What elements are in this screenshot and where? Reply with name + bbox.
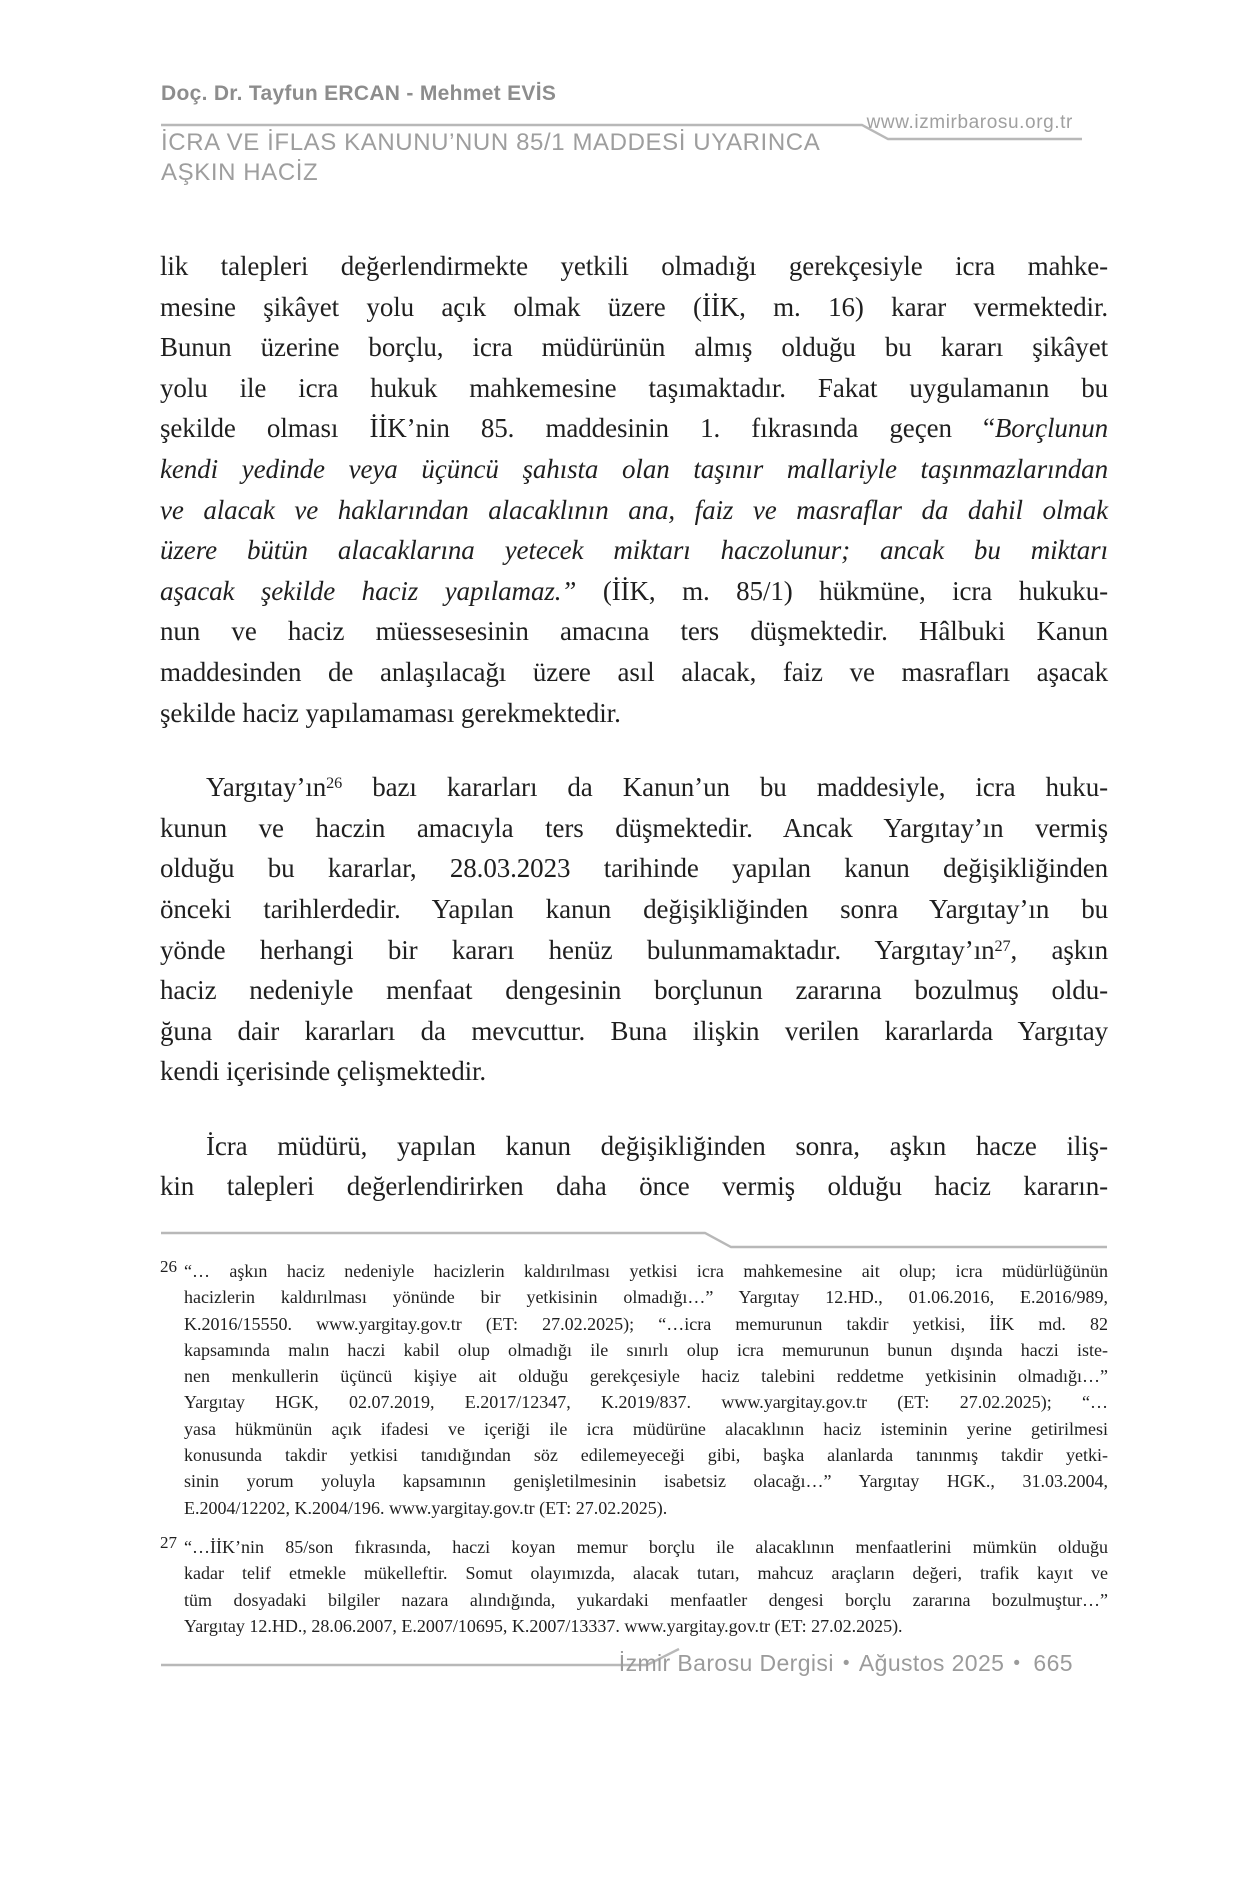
- footnotes-section: [160, 1258, 1108, 1639]
- footnote-line: K.2016/15550. www.yargitay.gov.tr (ET: 27.02.2025); “…icra memurunun takdir yetkisi, İİK md. 82: [184, 1313, 1108, 1334]
- footer-separator-dot: •: [842, 1653, 850, 1674]
- article-title-line2: AŞKIN HACİZ: [161, 159, 319, 186]
- footnote-line: Yargıtay 12.HD., 28.06.2007, E.2007/10695, K.2007/13337. www.yargitay.gov.tr (ET: 27.02.2025).: [184, 1615, 903, 1636]
- footnote-line: E.2004/12202, K.2004/196. www.yargitay.gov.tr (ET: 27.02.2025).: [184, 1497, 668, 1518]
- footnote-26: [160, 1258, 1108, 1521]
- footnote-line: tüm dosyadaki bilgiler nazara alındığında, yukardaki menfaatler dengesi borçlu zararına bozulmuştur…”: [184, 1589, 1108, 1610]
- page-number: 665: [1033, 1650, 1073, 1676]
- body-line: [160, 571, 1108, 612]
- body-line: kunun ve haczin amacıyla ters düşmektedir. Ancak Yargıtay’ın vermiş: [160, 812, 1108, 843]
- footnote-line: sinin yorum yoluyla kapsamının genişletilmesinin isabetsiz olacağı…” Yargıtay HGK., 31.03.2004,: [184, 1471, 1108, 1492]
- article-body: [160, 246, 1108, 1241]
- quote-italic-segment: aşacak şekilde haciz yapılamaz.”: [160, 575, 577, 606]
- author-line: Doç. Dr. Tayfun ERCAN - Mehmet EVİS: [161, 82, 557, 105]
- site-url: www.izmirbarosu.org.tr: [866, 112, 1073, 133]
- quote-italic-segment: Borçlunun: [994, 413, 1108, 444]
- paragraph-1: [160, 246, 1108, 733]
- paragraph-2: [160, 767, 1108, 1092]
- body-line: mesine şikâyet yolu açık olmak üzere (İİK, m. 16) karar vermektedir.: [160, 291, 1108, 322]
- text-segment: bazı kararları da Kanun’un bu maddesiyle, icra huku-: [342, 772, 1108, 803]
- footnote-line: yasa hükmünün açık ifadesi ve içeriği ile icra müdürüne alacaklının haciz isteminin yerine getirilmesi: [184, 1418, 1108, 1439]
- issue-date: Ağustos 2025: [858, 1650, 1005, 1676]
- footnote-ref-26: 26: [326, 774, 343, 793]
- footnote-line: konusunda takdir yetkisi tanıdığından söz edilemeyeceği gibi, başka alanlarda tanınmış takdir yetki-: [184, 1445, 1108, 1466]
- text-segment: Yargıtay’ın: [206, 772, 327, 803]
- body-line: Bunun üzerine borçlu, icra müdürünün almış olduğu bu kararı şikâyet: [160, 332, 1108, 363]
- article-title: [161, 128, 820, 188]
- body-line: [160, 930, 1108, 971]
- body-line-quote: üzere bütün alacaklarına yetecek miktarı haczolunur; ancak bu miktarı: [160, 535, 1108, 566]
- body-line: yolu ile icra hukuk mahkemesine taşımaktadır. Fakat uygulamanın bu: [160, 372, 1108, 403]
- body-line: [160, 408, 1108, 449]
- footnote-ref-27: 27: [994, 936, 1011, 955]
- footnote-number: 27: [160, 1532, 177, 1552]
- body-line: olduğu bu kararlar, 28.03.2023 tarihinde yapılan kanun değişikliğinden: [160, 853, 1108, 884]
- body-line: maddesinden de anlaşılacağı üzere asıl alacak, faiz ve masrafları aşacak: [160, 656, 1108, 687]
- journal-footer: [619, 1650, 1073, 1677]
- footnote-27: [160, 1534, 1108, 1639]
- body-line: kin talepleri değerlendirirken daha önce vermiş olduğu haciz kararın-: [160, 1171, 1108, 1202]
- body-line: önceki tarihlerdedir. Yapılan kanun değişikliğinden sonra Yargıtay’ın bu: [160, 893, 1108, 924]
- paragraph-3: [160, 1126, 1108, 1207]
- footer-rule: [160, 1646, 690, 1670]
- text-segment: (İİK, m. 85/1) hükmüne, icra hukuku-: [576, 575, 1108, 606]
- body-line: nun ve haciz müessesesinin amacına ters düşmektedir. Hâlbuki Kanun: [160, 616, 1108, 647]
- body-line: haciz nedeniyle menfaat dengesinin borçlunun zararına bozulmuş oldu-: [160, 975, 1108, 1006]
- body-line-quote: ve alacak ve haklarından alacaklının ana, faiz ve masraflar da dahil olmak: [160, 494, 1108, 525]
- footnote-line: Yargıtay HGK, 02.07.2019, E.2017/12347, K.2019/837. www.yargitay.gov.tr (ET: 27.02.2025); “…: [184, 1392, 1108, 1413]
- footnote-number: 26: [160, 1257, 177, 1276]
- footnote-line: kapsamında malın haczi kabil olup olmadığı ile sınırlı olup icra memurunun bunun dışında haczi iste-: [184, 1339, 1108, 1360]
- footnote-line: kadar telif etmekle mükelleftir. Somut olayımızda, alacak tutarı, mahcuz araçların değeri, trafik kayıt ve: [184, 1563, 1108, 1584]
- journal-name: İzmir Barosu Dergisi: [618, 1650, 834, 1676]
- body-line: lik talepleri değerlendirmekte yetkili olmadığı gerekçesiyle icra mahke-: [160, 251, 1108, 281]
- body-line: şekilde haciz yapılamaması gerekmektedir.: [160, 697, 621, 728]
- footnote-line: hacizlerin kaldırılması yönünde bir yetkisinin olmadığı…” Yargıtay 12.HD., 01.06.2016, E.2016/989,: [184, 1287, 1108, 1308]
- body-line-quote: kendi yedinde veya üçüncü şahısta olan taşınır mallariyle taşınmazlarından: [160, 453, 1108, 484]
- footnote-line: “…İİK’nin 85/son fıkrasında, haczi koyan memur borçlu ile alacaklının menfaatlerini mümkün olduğu: [184, 1536, 1108, 1557]
- footnote-line: nen menkullerin üçüncü kişiye ait olduğu gerekçesiyle haciz talebini reddetme yetkisinin olmadığı…”: [184, 1366, 1108, 1387]
- body-line: İcra müdürü, yapılan kanun değişikliğinden sonra, aşkın hacze iliş-: [206, 1130, 1108, 1161]
- text-segment: , aşkın: [1010, 934, 1108, 965]
- text-segment: şekilde olması İİK’nin 85. maddesinin 1. fıkrasında geçen “: [160, 413, 995, 444]
- body-line: [160, 767, 1108, 808]
- footer-separator-dot: •: [1013, 1653, 1021, 1674]
- body-line: kendi içerisinde çelişmektedir.: [160, 1056, 487, 1087]
- text-segment: yönde herhangi bir kararı henüz bulunmamaktadır. Yargıtay’ın: [160, 934, 995, 965]
- footnote-line: “… aşkın haciz nedeniyle hacizlerin kaldırılması yetkisi icra mahkemesine ait olup; icra müdürlüğünün: [184, 1261, 1108, 1281]
- footnote-separator: [160, 1226, 1108, 1250]
- article-title-line1: İCRA VE İFLAS KANUNU’NUN 85/1 MADDESİ UYARINCA: [161, 129, 821, 156]
- body-line: ğuna dair kararları da mevcuttur. Buna ilişkin verilen kararlarda Yargıtay: [160, 1015, 1108, 1046]
